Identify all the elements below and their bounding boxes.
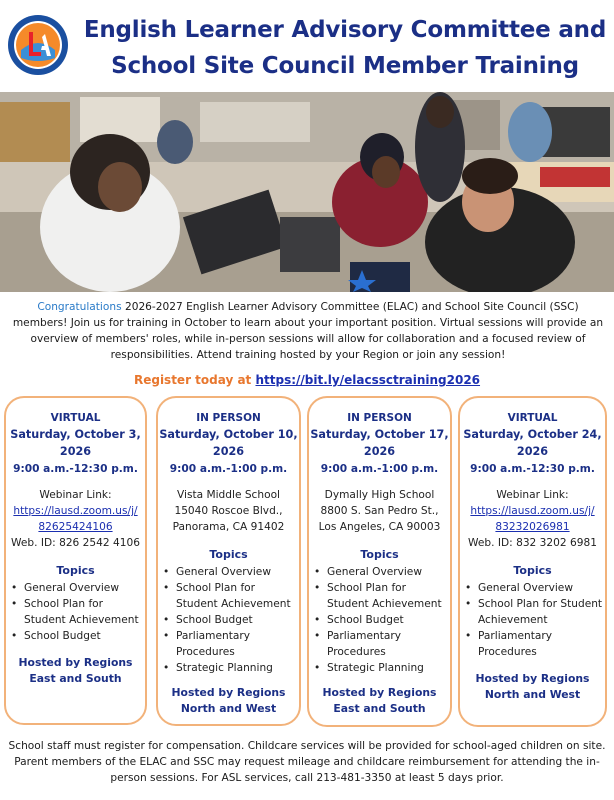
topics-list: [460, 580, 605, 660]
topics-list: [309, 564, 450, 676]
topic-item: • Parliamentary Procedures: [158, 628, 299, 660]
hosted-line-1: Hosted by Regions: [171, 686, 286, 699]
venue-city: Los Angeles, CA 90003: [318, 521, 441, 533]
webinar-id: Web. ID: 832 3202 6981: [468, 537, 597, 549]
hosted-line-1: Hosted by Regions: [475, 672, 590, 685]
session-mode: IN PERSON: [196, 412, 261, 424]
session-header: [460, 410, 605, 477]
webinar-label: Webinar Link:: [496, 489, 569, 501]
footer-note: School staff must register for compensation. Childcare services will be provided for school-aged children on site. Parent members of the ELAC and SSC may request mileage and childcare reimbursement for attending the in-person sessions. For ASL services, call 213-481-3350 at least 5 days prior.: [8, 740, 606, 784]
venue-name: Dymally High School: [324, 489, 435, 501]
webinar-link-line-2: 82625424106: [38, 521, 113, 533]
topic-item: • General Overview: [460, 580, 605, 596]
session-time: 9:00 a.m.-1:00 p.m.: [169, 463, 288, 475]
intro-text: 2026-2027 English Learner Advisory Committee (ELAC) and School Site Council (SSC) members! Join us for training in October to learn about your important position. Virtual sessions will provide an overview of members' roles, while in-person sessions will allow for collaboration and a focused review of responsibilities. Attend training hosted by your Region or join any session!: [12, 301, 604, 361]
venue-city: Panorama, CA 91402: [172, 521, 285, 533]
session-location: [460, 487, 605, 551]
session-header: [158, 410, 299, 477]
webinar-link-line-1: https://lausd.zoom.us/j/: [13, 505, 138, 517]
session-mode: VIRTUAL: [50, 412, 101, 424]
topic-item: • Strategic Planning: [309, 660, 450, 676]
register-line: [0, 373, 614, 387]
hosted-by: [309, 685, 450, 717]
session-mode: IN PERSON: [347, 412, 412, 424]
topics-title: Topics: [360, 548, 399, 561]
hosted-line-2: East and South: [333, 702, 426, 715]
register-label: Register today at: [133, 373, 256, 387]
topic-item: • School Budget: [158, 612, 299, 628]
webinar-link[interactable]: [470, 505, 594, 533]
venue-street: 15040 Roscoe Blvd.,: [174, 505, 283, 517]
topic-item: • Strategic Planning: [158, 660, 299, 676]
hosted-line-2: East and South: [29, 672, 122, 685]
topic-item: • School Plan for Student Achievement: [6, 596, 145, 628]
topic-item: • School Plan for Student Achievement: [158, 580, 299, 612]
session-year: 2026: [212, 445, 245, 458]
session-time: 9:00 a.m.-1:00 p.m.: [320, 463, 439, 475]
session-date: Saturday, October 24,: [463, 428, 602, 441]
topic-item: • School Budget: [6, 628, 145, 644]
session-header: [6, 410, 145, 477]
webinar-link-line-1: https://lausd.zoom.us/j/: [470, 505, 595, 517]
session-card-oct-24: [458, 396, 607, 727]
topics-list: [6, 580, 145, 644]
topic-item: • Parliamentary Procedures: [309, 628, 450, 660]
intro-paragraph: [10, 299, 606, 363]
webinar-link[interactable]: [13, 505, 137, 533]
webinar-label: Webinar Link:: [39, 489, 112, 501]
session-location: [309, 487, 450, 535]
session-header: [309, 410, 450, 477]
topic-item: • General Overview: [158, 564, 299, 580]
classroom-photo: [0, 92, 614, 292]
topics-title: Topics: [56, 564, 95, 577]
district-logo: [7, 14, 69, 76]
topics-list: [158, 564, 299, 676]
session-time: 9:00 a.m.-12:30 p.m.: [470, 463, 595, 475]
webinar-id: Web. ID: 826 2542 4106: [11, 537, 140, 549]
session-location: [6, 487, 145, 551]
topic-item: • School Plan for Student Achievement: [460, 596, 605, 628]
session-card-oct-10: [156, 396, 301, 726]
session-year: 2026: [59, 445, 92, 458]
topic-item: • School Budget: [309, 612, 450, 628]
topics-title: Topics: [513, 564, 552, 577]
session-mode: VIRTUAL: [507, 412, 558, 424]
header: [0, 0, 614, 92]
session-card-oct-3: [4, 396, 147, 725]
hosted-by: [460, 671, 605, 703]
session-year: 2026: [363, 445, 396, 458]
hosted-line-1: Hosted by Regions: [18, 656, 133, 669]
hosted-line-1: Hosted by Regions: [322, 686, 437, 699]
venue-street: 8800 S. San Pedro St.,: [320, 505, 439, 517]
hosted-line-2: North and West: [180, 702, 277, 715]
venue-name: Vista Middle School: [176, 489, 281, 501]
page-title: [80, 12, 610, 84]
topic-item: • School Plan for Student Achievement: [309, 580, 450, 612]
session-date: Saturday, October 3,: [10, 428, 141, 441]
webinar-link-line-2: 83232026981: [495, 521, 570, 533]
hosted-by: [158, 685, 299, 717]
hosted-line-2: North and West: [484, 688, 581, 701]
session-time: 9:00 a.m.-12:30 p.m.: [13, 463, 138, 475]
intro-highlight: Congratulations: [37, 301, 122, 313]
session-card-oct-17: [307, 396, 452, 727]
topics-title: Topics: [209, 548, 248, 561]
topic-item: • Parliamentary Procedures: [460, 628, 605, 660]
session-date: Saturday, October 17,: [310, 428, 449, 441]
session-year: 2026: [516, 445, 549, 458]
hosted-by: [6, 655, 145, 687]
session-date: Saturday, October 10,: [159, 428, 298, 441]
topic-item: • General Overview: [309, 564, 450, 580]
topic-item: • General Overview: [6, 580, 145, 596]
session-location: [158, 487, 299, 535]
title-line-2: School Site Council Member Training: [111, 53, 579, 79]
register-link[interactable]: https://bit.ly/elacssctraining2026: [255, 373, 481, 387]
title-line-1: English Learner Advisory Committee and: [83, 17, 607, 43]
